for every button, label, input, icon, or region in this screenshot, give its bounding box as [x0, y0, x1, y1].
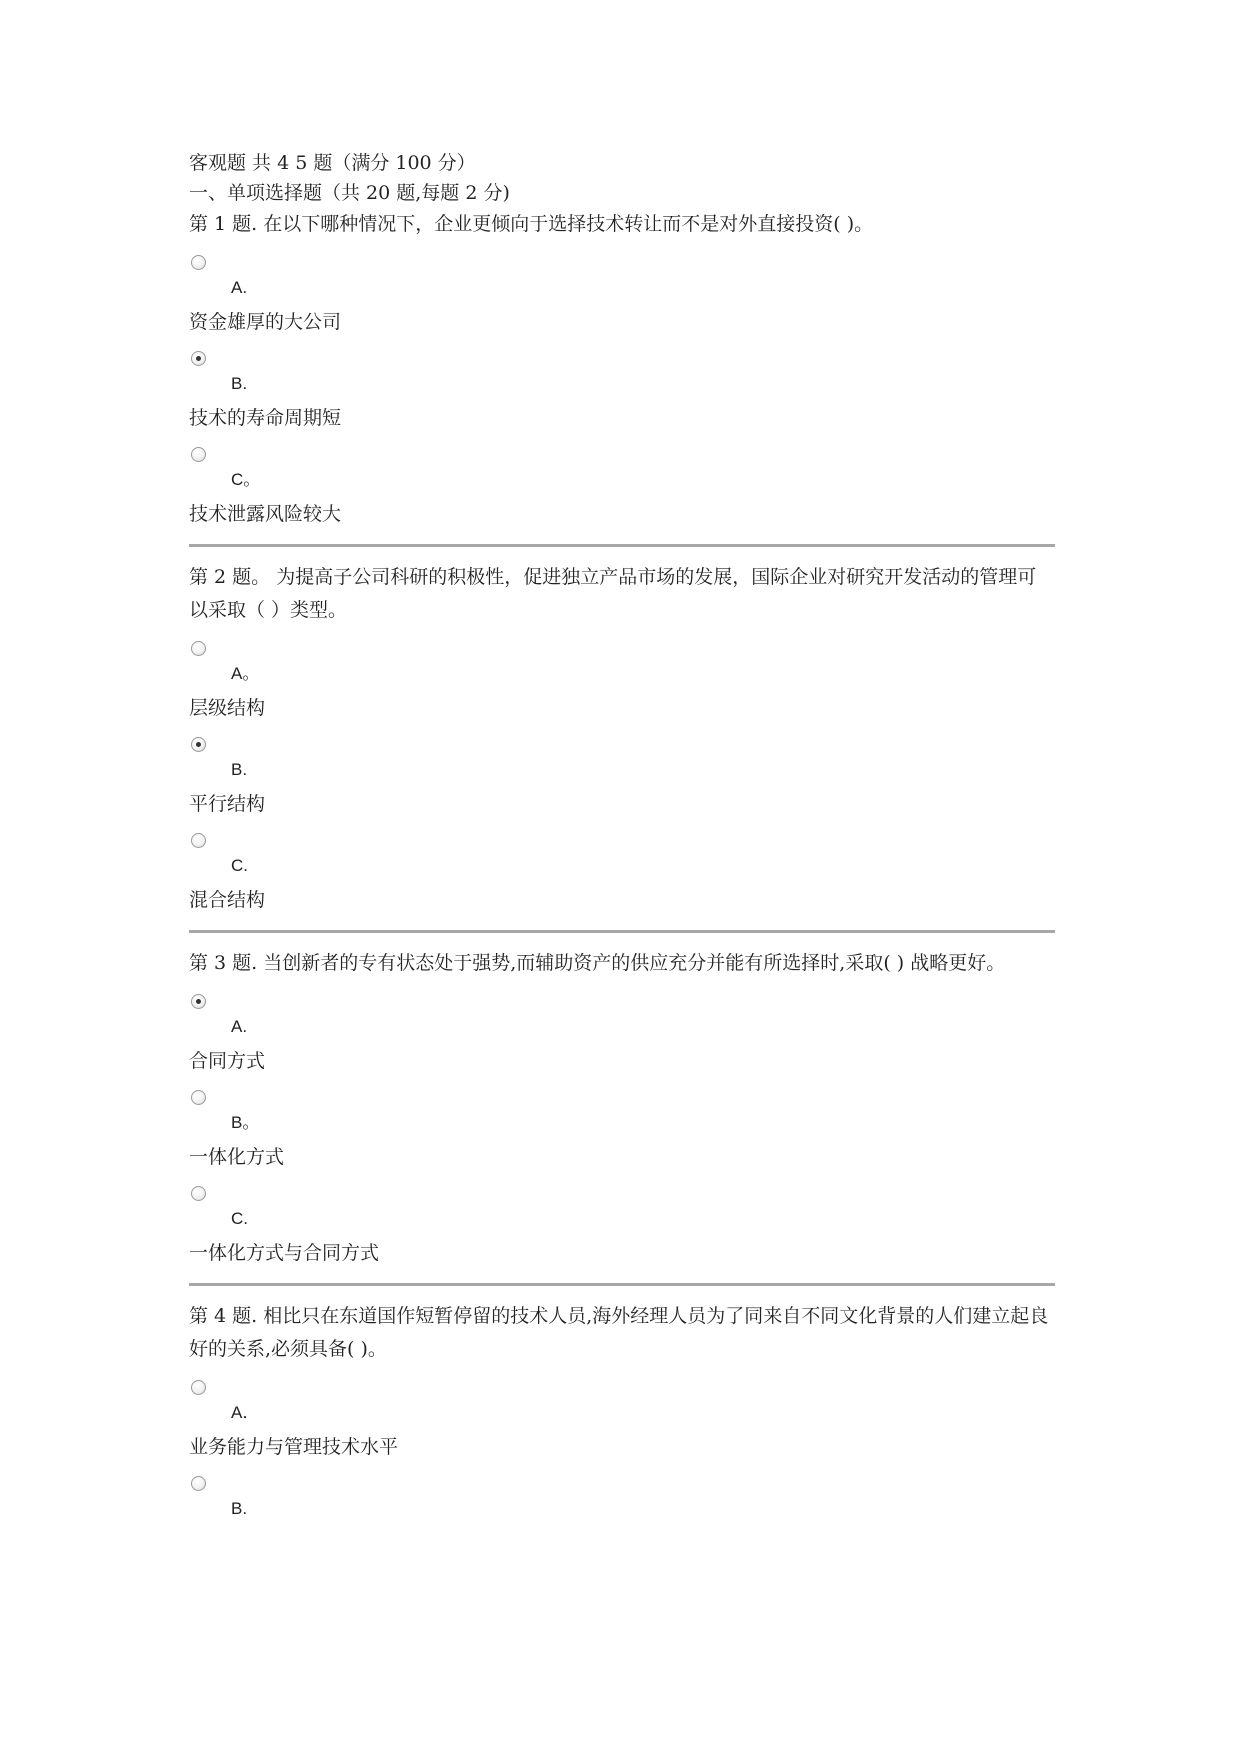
- option-letter: C.: [231, 1209, 248, 1228]
- option-a[interactable]: [189, 1380, 1055, 1424]
- option-text: 业务能力与管理技术水平: [189, 1436, 399, 1458]
- question-text: 第 4 题. 相比只在东道国作短暂停留的技术人员,海外经理人员为了同来自不同文化背景的人们建立起良好的关系,必须具备( )。: [189, 1305, 1049, 1360]
- question-4: [189, 1300, 1055, 1520]
- radio-button-selected[interactable]: [191, 351, 206, 366]
- option-text: 平行结构: [189, 793, 266, 815]
- radio-button-selected[interactable]: [191, 994, 206, 1009]
- option-c[interactable]: [189, 447, 1055, 491]
- option-text: 资金雄厚的大公司: [189, 311, 342, 333]
- option-b[interactable]: [189, 351, 1055, 395]
- option-b[interactable]: [189, 1476, 1055, 1520]
- option-letter: C。: [231, 470, 261, 489]
- question-text: 第 1 题. 在以下哪种情况下，企业更倾向于选择技术转让而不是对外直接投资( )。: [189, 213, 874, 235]
- question-text: 第 2 题。 为提高子公司科研的积极性，促进独立产品市场的发展，国际企业对研究开发活动的管理可以采取（ ）类型。: [189, 566, 1037, 621]
- option-b[interactable]: [189, 1090, 1055, 1134]
- option-letter: A.: [231, 1017, 248, 1036]
- radio-button[interactable]: [191, 1090, 206, 1105]
- option-letter: A．: [231, 1403, 260, 1422]
- radio-button[interactable]: [191, 641, 206, 656]
- option-letter: B。: [231, 1113, 260, 1132]
- quiz-page: [189, 148, 1055, 1520]
- option-text: 一体化方式: [189, 1146, 285, 1168]
- option-text: 层级结构: [189, 697, 266, 719]
- radio-button[interactable]: [191, 1380, 206, 1395]
- option-letter: B.: [231, 760, 248, 779]
- section-heading: 一、单项选择题（共 20 题,每题 2 分): [189, 182, 510, 204]
- question-text: 第 3 题. 当创新者的专有状态处于强势,而辅助资产的供应充分并能有所选择时,采取( ) 战略更好。: [189, 952, 1006, 974]
- question-2: [189, 561, 1055, 915]
- quiz-title: 客观题 共 4 5 题（满分 100 分）: [189, 152, 476, 174]
- radio-button-selected[interactable]: [191, 737, 206, 752]
- option-text: 技术的寿命周期短: [189, 407, 342, 429]
- radio-button[interactable]: [191, 1186, 206, 1201]
- option-letter: B.: [231, 374, 248, 393]
- option-text: 技术泄露风险较大: [189, 503, 342, 525]
- question-divider: [189, 1283, 1055, 1286]
- option-letter: A.: [231, 278, 248, 297]
- question-1: [189, 208, 1055, 529]
- option-c[interactable]: [189, 833, 1055, 877]
- option-c[interactable]: [189, 1186, 1055, 1230]
- radio-button[interactable]: [191, 447, 206, 462]
- radio-button[interactable]: [191, 255, 206, 270]
- question-divider: [189, 930, 1055, 933]
- option-letter: C.: [231, 856, 248, 875]
- option-a[interactable]: [189, 255, 1055, 299]
- radio-button[interactable]: [191, 1476, 206, 1491]
- question-divider: [189, 544, 1055, 547]
- option-a[interactable]: [189, 994, 1055, 1038]
- option-text: 混合结构: [189, 889, 266, 911]
- radio-button[interactable]: [191, 833, 206, 848]
- option-letter: A。: [231, 664, 260, 683]
- option-text: 合同方式: [189, 1050, 266, 1072]
- option-b[interactable]: [189, 737, 1055, 781]
- option-letter: B.: [231, 1499, 248, 1518]
- option-text: 一体化方式与合同方式: [189, 1242, 380, 1264]
- question-3: [189, 947, 1055, 1268]
- option-a[interactable]: [189, 641, 1055, 685]
